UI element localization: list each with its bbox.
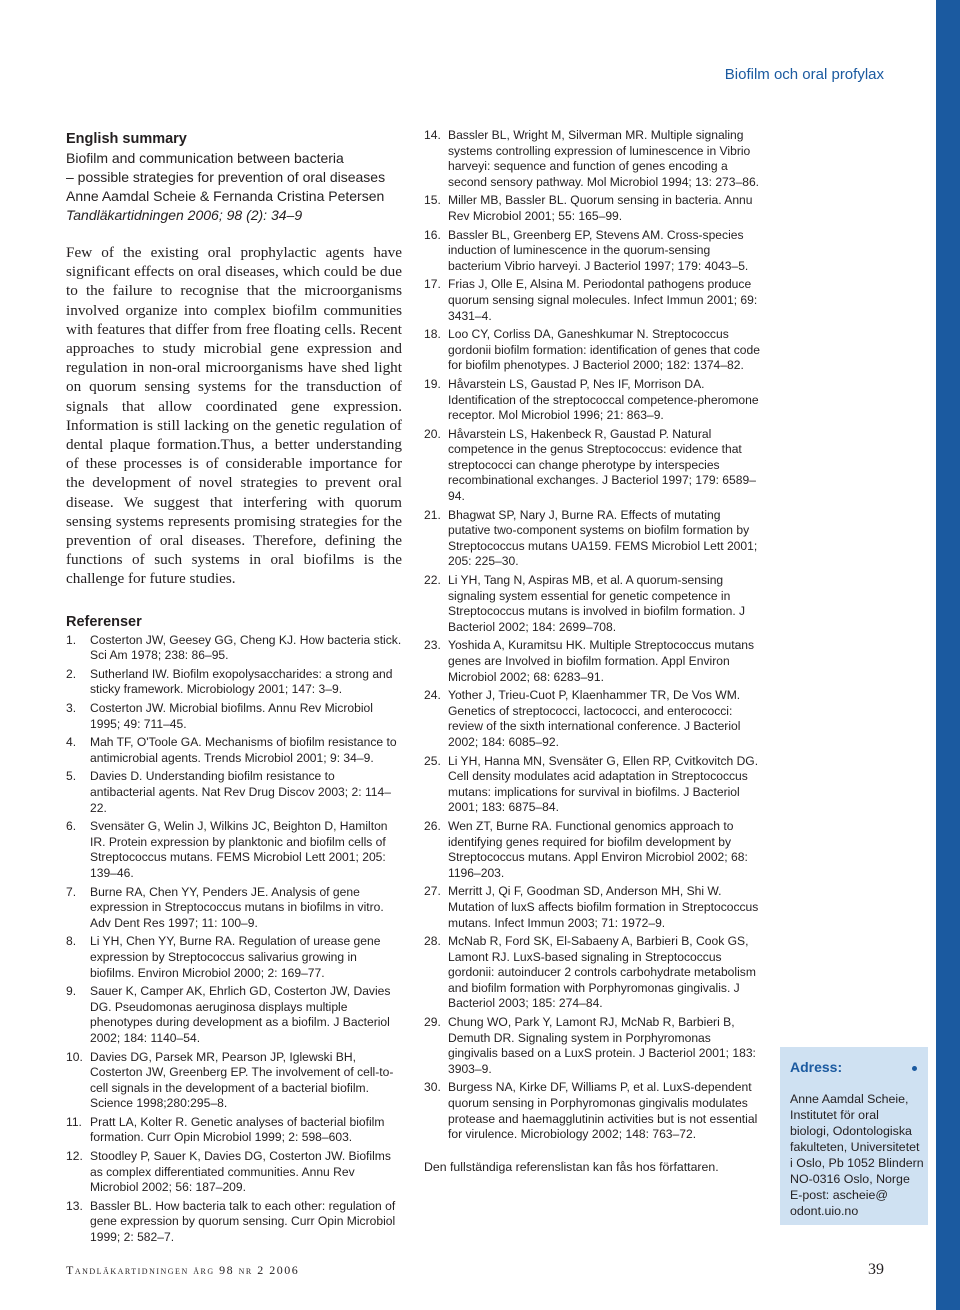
running-head: Biofilm och oral profylax <box>724 66 884 83</box>
reference-text: Bassler BL, Greenberg EP, Stevens AM. Cross-species induction of luminescence in the quorum-sensing bacterium Vibrio harveyi. J Bacteriol 1997; 179: 4043–5. <box>448 227 749 273</box>
reference-text: Pratt LA, Kolter R. Genetic analyses of bacterial biofilm formation. Curr Opin Microbiol 1999; 2: 598–603. <box>90 1114 385 1145</box>
reference-item <box>424 277 760 324</box>
summary-citation: Tandläkartidningen 2006; 98 (2): 34–9 <box>66 207 303 223</box>
reference-number: 4. <box>66 735 77 750</box>
reference-item <box>424 228 760 275</box>
reference-text: Li YH, Hanna MN, Svensäter G, Ellen RP, Cvitkovitch DG. Cell density modulates acid adaptation in Streptococcus mutans: implications for survival in biofilms. J Bacteriol 2001; 183: 6875–84. <box>448 753 759 815</box>
reference-text: Sutherland IW. Biofilm exopolysaccharides: a strong and sticky framework. Microbiology 2001; 147: 3–9. <box>90 666 393 697</box>
reference-number: 25. <box>424 753 441 768</box>
reference-number: 6. <box>66 819 77 834</box>
address-line: biologi, Odontologiska <box>790 1124 912 1138</box>
reference-number: 8. <box>66 934 77 949</box>
summary-authors: Anne Aamdal Scheie & Fernanda Cristina Petersen <box>66 188 385 204</box>
reference-text: Chung WO, Park Y, Lamont RJ, McNab R, Barbieri B, Demuth DR. Signaling system in Porphyromonas gingivalis based on a LuxS protein. J Bacteriol 2001; 183: 3903–9. <box>448 1015 756 1076</box>
reference-number: 12. <box>66 1149 83 1164</box>
address-line: E-post: ascheie@ <box>790 1188 888 1202</box>
reference-number: 29. <box>424 1015 441 1030</box>
reference-item <box>424 1080 760 1142</box>
reference-number: 15. <box>424 193 441 208</box>
reference-item <box>424 688 760 750</box>
page-number: 39 <box>868 1261 884 1278</box>
reference-number: 24. <box>424 688 441 703</box>
address-line: fakulteten, Universitetet <box>790 1140 920 1154</box>
reference-item <box>424 1015 760 1077</box>
reference-number: 11. <box>66 1114 82 1129</box>
reference-text: McNab R, Ford SK, El-Sabaeny A, Barbieri B, Cook GS, Lamont RJ. LuxS-based signaling in Streptococcus gordonii: autoinducer 2 controls carbohydrate metabolism and biofilm formation with Porphyromonas gingivalis. J Bacteriol 2003; 185: 274–84. <box>448 934 756 1011</box>
reference-item <box>66 633 402 664</box>
reference-text: Mah TF, O'Toole GA. Mechanisms of biofilm resistance to antimicrobial agents. Trends Microbiol 2001; 9: 34–9. <box>90 735 397 765</box>
reference-text: Wen ZT, Burne RA. Functional genomics approach to identifying genes required for biofilm development by Streptococcus mutans. Appl Environ Microbiol 2002; 68: 1196–203. <box>448 818 748 880</box>
reference-item <box>424 819 760 881</box>
reference-text: Burgess NA, Kirke DF, Williams P, et al. LuxS-dependent quorum sensing in Porphyromonas gingivalis modulates protease and haemagglutinin activities but is not essential for virulence. Microbiology 2002; 148: 763–72. <box>448 1080 758 1142</box>
reference-item <box>424 638 760 685</box>
reference-text: Yother J, Trieu-Cuot P, Klaenhammer TR, De Vos WM. Genetics of streptococci, lactococci, and enterococci: review of the sixth international conference. J Bacteriol 2002; 184: 6085–92. <box>448 688 741 749</box>
reference-text: Håvarstein LS, Gaustad P, Nes IF, Morrison DA. Identification of the streptococcal competence-pheromone receptor. Mol Microbiol 1996; 21: 863–9. <box>448 376 759 423</box>
address-line: Anne Aamdal Scheie, <box>790 1092 909 1106</box>
reference-number: 3. <box>66 701 77 716</box>
reference-number: 16. <box>424 227 441 242</box>
summary-title-line2: – possible strategies for prevention of oral diseases <box>66 169 386 185</box>
reference-number: 21. <box>424 507 441 522</box>
address-line: odont.uio.no <box>790 1204 859 1218</box>
references-list-left <box>66 633 402 1246</box>
reference-text: Davies DG, Parsek MR, Pearson JP, Iglewski BH, Costerton JW, Greenberg EP. The involvement of cell-to-cell signals in the development of a bacterial biofilm. Science 1998;280:295–8. <box>90 1049 394 1111</box>
address-box <box>780 1047 928 1225</box>
footer-journal: Tandläkartidningen årg 98 nr 2 2006 <box>66 1263 300 1277</box>
reference-text: Bassler BL, Wright M, Silverman MR. Multiple signaling systems controlling expression of luminescence in Vibrio harveyi: sequence and function of genes encoding a second sensory pathway. Mol Microbiol 1994; 13: 273–86. <box>448 128 760 189</box>
reference-item <box>66 735 402 766</box>
reference-item <box>66 1115 402 1146</box>
abstract-text: Few of the existing oral prophylactic agents have significant effects on oral diseases, which could be due to the failure to recognise that the microorganisms involved organize into complex biofilm communities with features that differ from free floating cells. Recent approaches to study microbial gene expression and regulation in non-oral microorganisms have shed light on quorum sensing systems for the transduction of signals that allow coordinated gene expression. Information is still lacking on the genetic regulation of dental plaque formation.Thus, a better understanding of these processes is of considerable importance for the development of novel strategies to prevent oral disease. We suggest that interfering with quorum sensing systems represents promising strategies for the prevention of oral diseases. Therefore, defining the functions of such systems in oral biofilms is the challenge for future studies. <box>66 244 402 588</box>
reference-text: Håvarstein LS, Hakenbeck R, Gaustad P. Natural competence in the genus Streptococcus: evidence that streptococci can change pherotype by interspecies recombinational exchanges. J Bacteriol 1997; 179: 6589–94. <box>448 426 756 504</box>
reference-item <box>66 1149 402 1196</box>
reference-number: 19. <box>424 376 441 391</box>
address-line: Institutet för oral <box>790 1108 879 1122</box>
address-line: i Oslo, Pb 1052 Blindern <box>790 1156 924 1170</box>
reference-item <box>424 754 760 816</box>
reference-text: Bhagwat SP, Nary J, Burne RA. Effects of mutating putative two-component systems on biofilm formation by Streptococcus mutans UA159. FEMS Microbiol Lett 2001; 205: 225–30. <box>448 507 758 569</box>
reference-text: Svensäter G, Welin J, Wilkins JC, Beighton D, Hamilton IR. Protein expression by planktonic and biofilm cells of Streptococcus mutans. FEMS Microbiol Lett 2001; 205: 139–46. <box>90 819 388 880</box>
reference-number: 30. <box>424 1080 441 1095</box>
reference-text: Sauer K, Camper AK, Ehrlich GD, Costerton JW, Davies DG. Pseudomonas aeruginosa displays multiple phenotypes during development as a biofilm. J Bacteriol 2002; 184: 1140–54. <box>90 984 391 1045</box>
reference-text: Miller MB, Bassler BL. Quorum sensing in bacteria. Annu Rev Microbiol 2001; 55: 165–99. <box>448 193 753 223</box>
reference-item <box>424 508 760 570</box>
reference-text: Merritt J, Qi F, Goodman SD, Anderson MH, Shi W. Mutation of luxS affects biofilm formation in Streptococcus mutans. Infect Immun 2003; 71: 1972–9. <box>448 884 759 930</box>
reference-item <box>424 934 760 1012</box>
reference-number: 18. <box>424 327 441 342</box>
reference-item <box>66 984 402 1046</box>
reference-item <box>424 327 760 374</box>
references-heading: Referenser <box>66 613 142 630</box>
middle-column <box>424 128 760 1175</box>
summary-label: English summary <box>66 131 187 147</box>
left-column <box>66 130 402 1249</box>
reference-number: 10. <box>66 1049 83 1064</box>
address-heading: Adress: <box>790 1059 843 1075</box>
reference-text: Li YH, Chen YY, Burne RA. Regulation of urease gene expression by Streptococcus salivarius growing in biofilms. Environ Microbiol 2000; 2: 169–77. <box>90 934 381 980</box>
reference-number: 7. <box>66 884 77 899</box>
reference-number: 17. <box>424 277 441 292</box>
reference-item <box>424 193 760 224</box>
reference-number: 20. <box>424 426 441 441</box>
reference-number: 26. <box>424 818 441 833</box>
reference-item <box>66 1199 402 1246</box>
reference-item <box>66 819 402 881</box>
summary-title-line1: Biofilm and communication between bacteria <box>66 150 344 166</box>
reference-item <box>66 769 402 816</box>
reference-item <box>424 573 760 635</box>
reference-text: Yoshida A, Kuramitsu HK. Multiple Streptococcus mutans genes are Involved in biofilm formation. Appl Environ Microbiol 2002; 68: 6283–91. <box>448 638 755 684</box>
reference-item <box>424 128 760 190</box>
reference-number: 27. <box>424 884 441 899</box>
reference-note: Den fullständiga referenslistan kan fås hos författaren. <box>424 1159 719 1174</box>
reference-text: Burne RA, Chen YY, Penders JE. Analysis of gene expression in Streptococcus mutans in biofilms in vitro. Adv Dent Res 1997; 11: 100–9. <box>90 884 384 930</box>
reference-text: Bassler BL. How bacteria talk to each other: regulation of gene expression by quorum sensing. Curr Opin Microbiol 1999; 2: 582–7. <box>90 1198 396 1245</box>
reference-item <box>424 377 760 424</box>
reference-text: Costerton JW, Geesey GG, Cheng KJ. How bacteria stick. Sci Am 1978; 238: 86–95. <box>90 632 402 663</box>
reference-item <box>66 934 402 981</box>
reference-text: Costerton JW. Microbial biofilms. Annu Rev Microbiol 1995; 49: 711–45. <box>90 701 373 731</box>
reference-number: 1. <box>66 632 77 647</box>
edge-color-bar <box>936 0 960 1310</box>
reference-number: 22. <box>424 573 441 588</box>
reference-number: 2. <box>66 666 77 681</box>
reference-text: Li YH, Tang N, Aspiras MB, et al. A quorum-sensing signaling system essential for genetic competence in Streptococcus mutans is involved in biofilm formation. J Bacteriol 2002; 184: 2699–708. <box>448 573 746 634</box>
reference-number: 5. <box>66 769 77 784</box>
address-line: NO-0316 Oslo, Norge <box>790 1172 910 1186</box>
reference-text: Davies D. Understanding biofilm resistance to antibacterial agents. Nat Rev Drug Discov 2003; 2: 114–22. <box>90 769 391 815</box>
reference-item <box>66 701 402 732</box>
reference-text: Loo CY, Corliss DA, Ganeshkumar N. Streptococcus gordonii biofilm formation: identification of genes that code for biofilm phenotypes. J Bacteriol 2000; 182: 1374–82. <box>448 327 760 373</box>
reference-item <box>424 427 760 505</box>
bullet-dot-icon <box>912 1066 917 1071</box>
reference-item <box>66 667 402 698</box>
reference-text: Stoodley P, Sauer K, Davies DG, Costerton JW. Biofilms as complex differentiated communities. Annu Rev Microbiol 2002; 56: 187–209. <box>90 1149 391 1195</box>
reference-text: Frias J, Olle E, Alsina M. Periodontal pathogens produce quorum sensing signal molecules. Infect Immun 2001; 69: 3431–4. <box>448 277 758 323</box>
reference-number: 23. <box>424 638 441 653</box>
references-list-right <box>424 128 760 1143</box>
reference-number: 14. <box>424 128 441 142</box>
reference-number: 9. <box>66 984 77 999</box>
reference-item <box>424 884 760 931</box>
address-lines <box>790 1091 926 1219</box>
reference-item <box>66 1050 402 1112</box>
reference-item <box>66 885 402 932</box>
reference-number: 13. <box>66 1198 83 1213</box>
reference-number: 28. <box>424 934 441 949</box>
